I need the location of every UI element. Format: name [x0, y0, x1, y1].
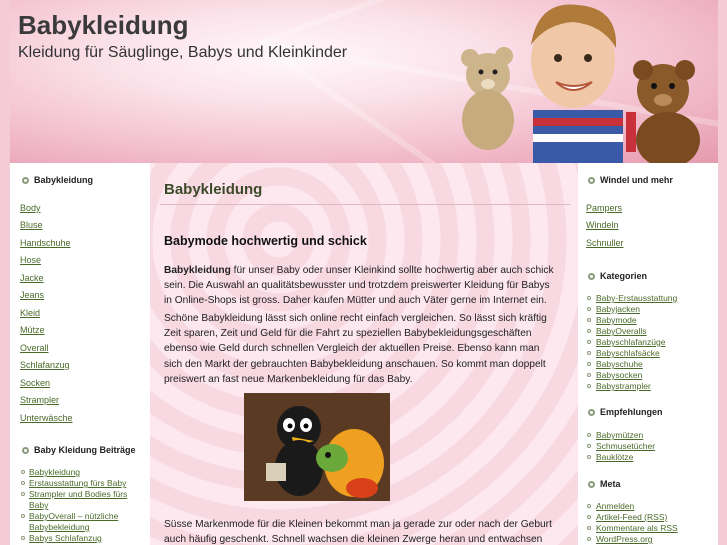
header-child-with-teddies-image — [438, 0, 718, 163]
widget-title — [588, 479, 621, 489]
widget-title-text: Baby Kleidung Beiträge — [34, 445, 136, 455]
category-link[interactable]: Babyjacken — [596, 304, 640, 314]
list-bullet-icon — [587, 307, 591, 311]
list-bullet-icon — [587, 433, 591, 437]
bullet-icon — [588, 481, 595, 488]
list-bullet-icon — [587, 373, 591, 377]
paragraph-3 — [164, 517, 564, 545]
widget-beitraege — [22, 445, 136, 455]
right-sidebar — [578, 163, 718, 545]
paragraph-1 — [164, 263, 564, 309]
post-link-schlafanzug[interactable]: Babys Schlafanzug — [29, 533, 102, 543]
text-line: in Online-Shops ist gross. Daher kaufen Mütter und auch Väter gerne im Internet ein. — [164, 295, 547, 307]
text-line: Süsse Markenmode für die Kleinen bekommt man ja gerade zur oder nach der Geburt — [164, 519, 552, 530]
text-line: preiswert an fast neue Markenbekleidung für das Baby. — [164, 373, 413, 385]
bullet-icon — [588, 409, 595, 416]
text-line: sein. Die Auswahl an qualitätsbewusster und trotzdem preiswerter Kleidung für Babys — [164, 280, 550, 292]
list-bullet-icon — [21, 470, 25, 474]
paragraph-2 — [164, 311, 564, 387]
widget-title — [22, 175, 93, 185]
list-bullet-icon — [587, 318, 591, 322]
list-bullet-icon — [587, 504, 591, 508]
nav-link-muetze[interactable]: Mütze — [20, 325, 45, 335]
list-bullet-icon — [587, 384, 591, 388]
category-link[interactable]: Babyschlafsäcke — [596, 348, 660, 358]
category-link[interactable]: Babyschuhe — [596, 359, 643, 369]
list-bullet-icon — [21, 492, 25, 496]
recommendation-link[interactable]: Bauklötze — [596, 452, 634, 462]
post-link-erstausstattung[interactable]: Erstausstattung fürs Baby — [29, 478, 127, 488]
nav-link-hose[interactable]: Hose — [20, 255, 42, 265]
post-link-babyoverall[interactable]: BabyOverall – nützliche — [29, 511, 119, 521]
text-line: sich den Markt der gebrauchten Babybekleidung anschauen. So kommt man doppelt — [164, 358, 546, 370]
list-bullet-icon — [21, 514, 25, 518]
list-bullet-icon — [587, 340, 591, 344]
nav-link-strampler[interactable]: Strampler — [20, 395, 60, 405]
widget-empfehlungen — [588, 407, 663, 417]
list-bullet-icon — [587, 444, 591, 448]
nav-link-handschuhe[interactable]: Handschuhe — [20, 238, 71, 248]
nav-link-jeans[interactable]: Jeans — [20, 290, 45, 300]
category-link[interactable]: Babysocken — [596, 370, 643, 380]
nav-link-socken[interactable]: Socken — [20, 378, 51, 388]
widget-title — [588, 271, 647, 281]
bold-keyword: Babykleidung — [164, 265, 231, 276]
bullet-icon — [22, 177, 29, 184]
list-bullet-icon — [587, 329, 591, 333]
widget-title-text: Meta — [600, 479, 621, 489]
nav-link-unterwaesche[interactable]: Unterwäsche — [20, 413, 73, 423]
list-bullet-icon — [587, 537, 591, 541]
bullet-icon — [22, 447, 29, 454]
page-title: Babykleidung — [164, 181, 263, 198]
widget-title-text: Babykleidung — [34, 175, 94, 185]
nav-link-body[interactable]: Body — [20, 203, 41, 213]
list-bullet-icon — [21, 481, 25, 485]
link-pampers[interactable]: Pampers — [586, 203, 623, 213]
nav-link-bluse[interactable]: Bluse — [20, 220, 43, 230]
widget-title — [588, 175, 673, 185]
widget-title-text: Empfehlungen — [600, 407, 663, 417]
site-header — [10, 0, 718, 163]
category-link[interactable]: Babystrampler — [596, 381, 651, 391]
list-bullet-icon — [587, 296, 591, 300]
widget-kategorien — [588, 271, 647, 281]
nav-link-kleid[interactable]: Kleid — [20, 308, 41, 318]
list-bullet-icon — [587, 362, 591, 366]
list-bullet-icon — [587, 351, 591, 355]
recommendation-link[interactable]: Schmusetücher — [596, 441, 656, 451]
category-link[interactable]: Baby-Erstausstattung — [596, 293, 678, 303]
main-content — [150, 163, 578, 545]
list-bullet-icon — [587, 515, 591, 519]
text-line: Zeit sparen, Zeit und Geld für die Fahrt zu speziellen Babybekleidungsgeschäften — [164, 328, 532, 340]
widget-windel — [588, 175, 673, 185]
nav-link-overall[interactable]: Overall — [20, 343, 49, 353]
category-link[interactable]: Babymode — [596, 315, 637, 325]
post-link-strampler-bodies[interactable]: Strampler und Bodies fürs — [29, 489, 128, 499]
list-bullet-icon — [587, 455, 591, 459]
widget-babykleidung — [22, 175, 93, 185]
title-divider — [160, 204, 570, 205]
meta-link-wordpress[interactable]: WordPress.org — [596, 534, 653, 544]
widget-meta — [588, 479, 621, 489]
article-heading: Babymode hochwertig und schick — [164, 234, 367, 248]
article-photo-plush-toys — [244, 393, 390, 501]
post-link-babyoverall-cont[interactable]: Babybekleidung — [29, 522, 90, 532]
link-windeln[interactable]: Windeln — [586, 220, 619, 230]
meta-link-login[interactable]: Anmelden — [596, 501, 635, 511]
nav-link-jacke[interactable]: Jacke — [20, 273, 44, 283]
text-line: für unser Baby oder unser Kleinkind sollte hochwertig aber auch schick — [230, 265, 554, 276]
widget-title — [588, 407, 663, 417]
post-link-strampler-bodies-cont[interactable]: Baby — [29, 500, 49, 510]
link-schnuller[interactable]: Schnuller — [586, 238, 624, 248]
meta-link-rss[interactable]: Artikel-Feed (RSS) — [596, 512, 668, 522]
list-bullet-icon — [587, 526, 591, 530]
widget-title-text: Kategorien — [600, 271, 648, 281]
site-title[interactable]: Babykleidung — [18, 10, 189, 40]
category-link[interactable]: Babyschlafanzüge — [596, 337, 666, 347]
list-bullet-icon — [21, 536, 25, 540]
post-link-babykleidung[interactable]: Babykleidung — [29, 467, 81, 477]
bullet-icon — [588, 177, 595, 184]
site-subtitle: Kleidung für Säuglinge, Babys und Kleinkinder — [18, 44, 348, 61]
recommendation-link[interactable]: Babymützen — [596, 430, 644, 440]
meta-link-comments-rss[interactable]: Kommentare als RSS — [596, 523, 678, 533]
left-sidebar — [10, 163, 150, 545]
widget-title — [22, 445, 136, 455]
text-line: Schöne Babykleidung lässt sich online recht einfach vergleichen. So lässt sich kräftig — [164, 313, 547, 324]
text-line: ebenso wie Geld durch schnellen Vergleich der aktuellen Preise. Ebenso kann man — [164, 343, 540, 355]
text-line: auch häufig geschenkt. Schnell wachsen die kleinen Zwerge heran und entwachsen — [164, 534, 543, 545]
category-link[interactable]: BabyOveralls — [596, 326, 647, 336]
bullet-icon — [588, 273, 595, 280]
nav-link-schlafanzug[interactable]: Schlafanzug — [20, 360, 70, 370]
widget-title-text: Windel und mehr — [600, 175, 673, 185]
